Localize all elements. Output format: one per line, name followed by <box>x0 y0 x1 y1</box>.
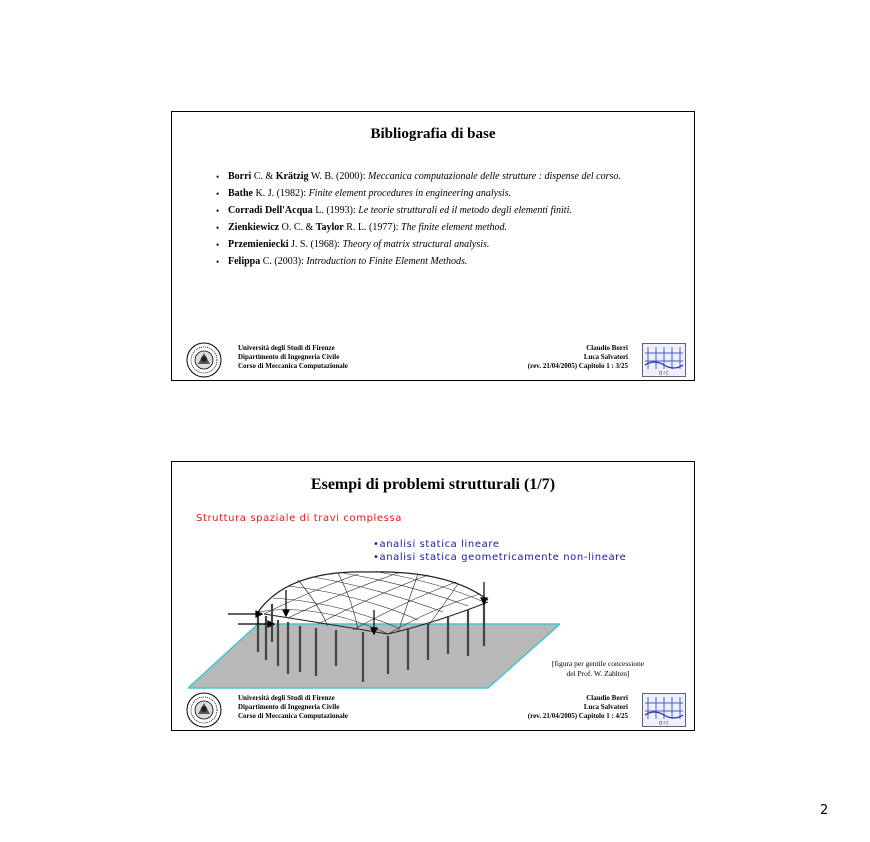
reference-title: Introduction to Finite Element Methods. <box>306 256 468 267</box>
credit-line: del Prof. W. Zahlten] <box>566 669 630 678</box>
reference-title: The finite element method. <box>400 222 508 233</box>
footer-institution <box>238 694 348 721</box>
reference-author: Corradi Dell'Acqua <box>228 205 313 216</box>
footer-course: Corso di Meccanica Computazionale <box>238 712 348 720</box>
reference-detail: R. L. (1977): <box>343 222 401 233</box>
analysis-list <box>373 538 626 564</box>
slide-title: Esempi di problemi strutturali (1/7) <box>310 476 556 493</box>
footer-department: Dipartimento di Ingegneria Civile <box>238 353 340 361</box>
department-logo-icon <box>642 693 686 727</box>
footer-university: Università degli Studi di Firenze <box>238 344 335 352</box>
svg-text:D I C: D I C <box>659 720 669 726</box>
footer-course: Corso di Meccanica Computazionale <box>238 362 348 370</box>
reference-detail: W. B. (2000): <box>308 171 368 182</box>
slide-subtitle: Struttura spaziale di travi complessa <box>196 513 402 524</box>
space-frame-figure <box>188 562 560 690</box>
reference-title: Finite element procedures in engineering analysis. <box>308 188 512 199</box>
reference-detail: C. & <box>251 171 276 182</box>
reference-author: Zienkiewicz <box>228 222 280 233</box>
university-seal-icon <box>186 692 222 728</box>
university-seal-icon <box>186 342 222 378</box>
figure-credit <box>524 659 672 679</box>
reference-author: Krätzig <box>275 171 309 182</box>
reference-title: Theory of matrix structural analysis. <box>342 239 490 250</box>
reference-author: Bathe <box>228 188 253 199</box>
reference-title: Meccanica computazionale delle strutture : dispense del corso. <box>368 171 621 182</box>
reference-item <box>216 256 656 268</box>
reference-detail: K. J. (1982): <box>253 188 309 199</box>
reference-detail: O. C. & <box>279 222 316 233</box>
footer-university: Università degli Studi di Firenze <box>238 694 335 702</box>
analysis-item: •analisi statica geometricamente non-lineare <box>373 552 627 563</box>
svg-text:D I C: D I C <box>659 370 669 376</box>
reference-item <box>216 239 656 251</box>
reference-title: Le teorie strutturali ed il metodo degli elementi finiti. <box>358 205 572 216</box>
reference-list <box>216 171 656 273</box>
reference-author: Taylor <box>315 222 344 233</box>
footer-institution <box>238 344 348 371</box>
reference-detail: J. S. (1968): <box>288 239 343 250</box>
credit-line: [figura per gentile concessione <box>551 659 645 668</box>
reference-item <box>216 222 656 234</box>
slide-esempi <box>171 461 695 731</box>
reference-item <box>216 205 656 217</box>
footer-authors <box>528 694 628 721</box>
footer-author-2: Luca Salvatori <box>583 703 628 711</box>
slide-bibliografia <box>171 111 695 381</box>
analysis-item: •analisi statica lineare <box>373 539 500 550</box>
page-number: 2 <box>820 803 829 818</box>
reference-detail: C. (2003): <box>260 256 307 267</box>
footer-author-1: Claudio Borri <box>586 694 628 702</box>
reference-author: Przemieniecki <box>228 239 289 250</box>
slide-footer <box>172 690 694 730</box>
footer-revision: (rev. 21/04/2005) Capitolo 1 : 4/25 <box>527 712 628 720</box>
reference-author: Borri <box>228 171 252 182</box>
footer-authors <box>528 344 628 371</box>
reference-item <box>216 188 656 200</box>
footer-department: Dipartimento di Ingegneria Civile <box>238 703 340 711</box>
slide-title: Bibliografia di base <box>370 126 496 142</box>
reference-detail: L. (1993): <box>312 205 359 216</box>
department-logo-icon <box>642 343 686 377</box>
footer-author-1: Claudio Borri <box>586 344 628 352</box>
footer-author-2: Luca Salvatori <box>583 353 628 361</box>
reference-item <box>216 171 656 183</box>
reference-author: Felippa <box>228 256 261 267</box>
slide-footer <box>172 340 694 380</box>
footer-revision: (rev. 21/04/2005) Capitolo 1 : 3/25 <box>527 362 628 370</box>
